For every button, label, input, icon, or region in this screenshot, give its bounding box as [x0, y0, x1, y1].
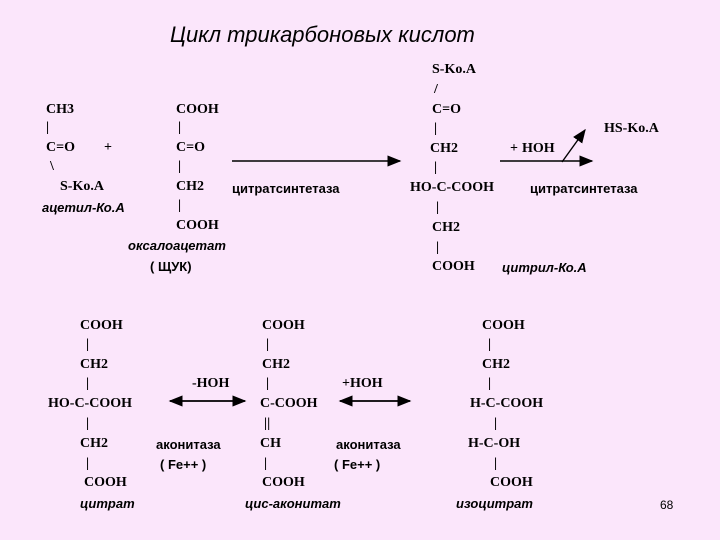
aconitase-1: аконитаза [156, 437, 221, 452]
citryl-line-7: | [436, 200, 440, 215]
iso-line-8: COOH [490, 475, 533, 490]
iso-line-3: | [488, 376, 492, 391]
plus-sign-2: + [510, 141, 518, 156]
citryl-name: цитрил-Ко.А [502, 260, 587, 275]
citryl-line-4: CH2 [430, 141, 458, 156]
cis-line-1: | [266, 337, 270, 352]
hs-koa-label: HS-Ko.A [604, 121, 659, 136]
acetyl-line-1: | [46, 120, 50, 135]
minus-hoh-1: -HOH [192, 376, 230, 391]
cis-line-0: COOH [262, 318, 305, 333]
citrate-line-8: COOH [84, 475, 127, 490]
cis-line-8: COOH [262, 475, 305, 490]
citryl-line-9: | [436, 240, 440, 255]
oxalo-line-2: C=O [176, 140, 205, 155]
fe-cofactor-1: ( Fe++ ) [160, 457, 207, 472]
fe-cofactor-2: ( Fe++ ) [334, 457, 381, 472]
citrate-line-3: | [86, 376, 90, 391]
cis-line-2: CH2 [262, 357, 290, 372]
cis-line-4: C-COOH [260, 396, 318, 411]
citryl-line-2: C=O [432, 102, 461, 117]
citrate-line-2: CH2 [80, 357, 108, 372]
citryl-line-6: HO-C-COOH [410, 180, 494, 195]
iso-line-6: H-C-OH [468, 436, 521, 451]
iso-line-7: | [494, 456, 498, 471]
acetyl-name: ацетил-Ко.А [42, 200, 125, 215]
isocitrate-name: изоцитрат [456, 496, 533, 511]
citryl-line-5: | [434, 160, 438, 175]
enzyme-citrate-synthase-2: цитратсинтетаза [530, 181, 638, 196]
acetyl-line-4: S-Ko.A [60, 179, 104, 194]
acetyl-line-2: C=O [46, 140, 75, 155]
citrate-line-0: COOH [80, 318, 123, 333]
iso-line-1: | [488, 337, 492, 352]
citrate-name: цитрат [80, 496, 135, 511]
oxalo-line-1: | [178, 120, 182, 135]
cis-aconitate-name: цис-аконитат [245, 496, 341, 511]
cis-line-3: | [266, 376, 270, 391]
iso-line-5: | [494, 416, 498, 431]
oxalo-line-3: | [178, 159, 182, 174]
citrate-line-4: HO-C-COOH [48, 396, 132, 411]
citryl-line-3: | [434, 121, 438, 136]
citryl-line-10: COOH [432, 259, 475, 274]
oxalo-name: оксалоацетат [128, 238, 226, 253]
cis-line-7: | [264, 456, 268, 471]
page-number: 68 [660, 498, 674, 512]
enzyme-citrate-synthase-1: цитратсинтетаза [232, 181, 340, 196]
iso-line-0: COOH [482, 318, 525, 333]
arrow-release-hs-koa [562, 130, 585, 162]
minus-hoh-2: +HOH [342, 376, 383, 391]
plus-sign-1: + [104, 140, 112, 155]
citrate-line-6: CH2 [80, 436, 108, 451]
aconitase-2: аконитаза [336, 437, 401, 452]
iso-line-4: H-C-COOH [470, 396, 544, 411]
oxalo-line-4: CH2 [176, 179, 204, 194]
cis-line-5: || [264, 416, 271, 431]
citrate-line-5: | [86, 416, 90, 431]
iso-line-2: CH2 [482, 357, 510, 372]
oxalo-line-6: COOH [176, 218, 219, 233]
cis-line-6: CH [260, 436, 281, 451]
acetyl-line-0: CH3 [46, 102, 74, 117]
citryl-line-1: / [434, 82, 438, 97]
citryl-line-0: S-Ko.A [432, 62, 476, 77]
citryl-line-8: CH2 [432, 220, 460, 235]
acetyl-line-3: \ [50, 159, 54, 174]
oxalo-line-0: COOH [176, 102, 219, 117]
oxalo-abbr: ( ЩУК) [150, 259, 192, 274]
oxalo-line-5: | [178, 198, 182, 213]
citrate-line-7: | [86, 456, 90, 471]
citrate-line-1: | [86, 337, 90, 352]
page-title: Цикл трикарбоновых кислот [170, 22, 475, 47]
hoh-label: HOH [522, 141, 555, 156]
